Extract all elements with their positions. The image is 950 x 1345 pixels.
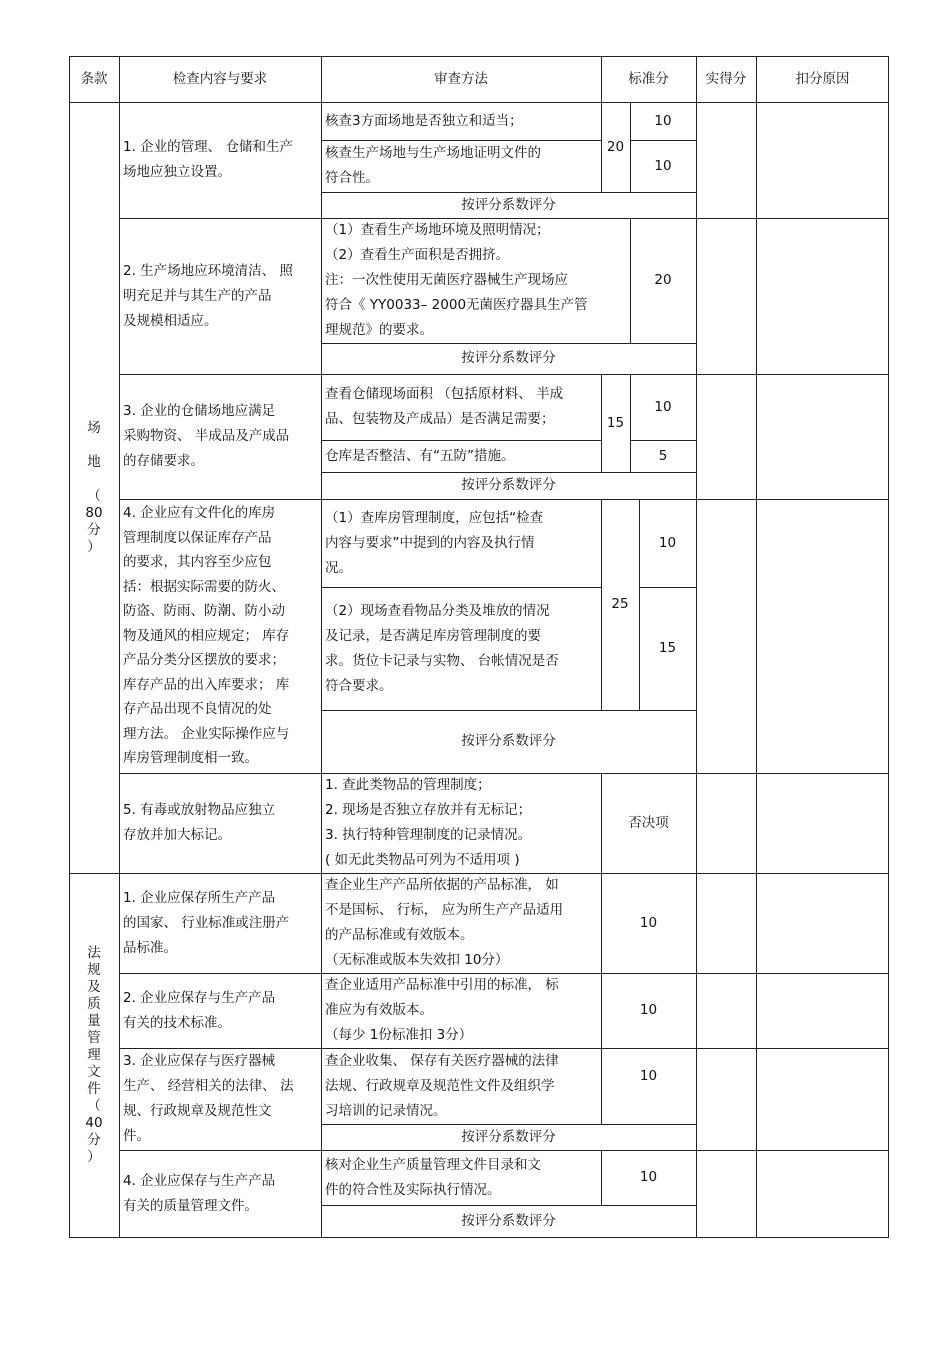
site-item3-note: 按评分系数评分 xyxy=(461,477,556,493)
rule xyxy=(321,587,601,588)
site-item5-score: 否决项 xyxy=(628,814,669,831)
site-item1-method-b: 核查生产场地与生产场地证明文件的 符合性。 xyxy=(325,145,541,186)
rule xyxy=(630,440,696,441)
site-item4-score-b: 15 xyxy=(658,640,677,656)
section-title-site: 场 地 （ 80 分 ） xyxy=(85,419,103,555)
rule xyxy=(119,56,120,1238)
rule xyxy=(69,56,889,57)
section-title-regulations: 法 规 及 质 量 管 理 文 件 （ 40 分 ） xyxy=(85,944,103,1165)
site-item4-subtotal: 25 xyxy=(611,596,629,612)
site-item4-method-b: （2）现场查看物品分类及堆放的情况 及记录，是否满足库房管理制度的要 求。货位卡记录与实物、 台帐情况是否 符合要求。 xyxy=(325,602,559,694)
reg-item4-score: 10 xyxy=(639,1169,658,1185)
site-item4-note: 按评分系数评分 xyxy=(461,733,556,749)
site-item3-method-b: 仓库是否整洁、有“五防”措施。 xyxy=(325,447,515,464)
rule xyxy=(119,499,889,500)
header-reason: 扣分原因 xyxy=(795,70,850,87)
reg-item2-method: 查企业适用产品标准中引用的标准， 标 准应为有效版本。 （每少 1份标准扣 3分） xyxy=(325,977,559,1043)
site-item1-score-b: 10 xyxy=(654,157,672,174)
rule xyxy=(69,102,889,103)
site-item2-requirement: 2. 生产场地应环境清洁、 照 明充足并与其生产的产品 及规模相适应。 xyxy=(123,262,293,329)
rule xyxy=(756,56,757,1238)
rule xyxy=(601,499,602,710)
rule xyxy=(321,1124,696,1125)
rule xyxy=(321,710,696,711)
reg-item4-method: 核对企业生产质量管理文件目录和文 件的符合性及实际执行情况。 xyxy=(325,1156,541,1198)
rule xyxy=(639,587,696,588)
reg-item3-requirement: 3. 企业应保存与医疗器械 生产、 经营相关的法律、 法 规、行政规章及规范性文 件。 xyxy=(123,1053,294,1144)
rule xyxy=(601,773,602,1124)
rule xyxy=(321,472,696,473)
site-item3-subtotal: 15 xyxy=(606,414,625,431)
site-item5-requirement: 5. 有毒或放射物品应独立 存放并加大标记。 xyxy=(123,802,276,843)
site-item3-score-a: 10 xyxy=(654,398,672,415)
reg-item1-requirement: 1. 企业应保存所生产产品 的国家、 行业标准或注册产 品标准。 xyxy=(123,889,290,956)
site-item4-score-a: 10 xyxy=(658,534,677,551)
rule xyxy=(321,343,696,344)
rule xyxy=(321,192,696,193)
header-actual: 实得分 xyxy=(705,70,747,87)
reg-item4-note: 按评分系数评分 xyxy=(461,1212,556,1229)
site-item5-method: 1. 查此类物品的管理制度； 2. 现场是否独立存放并有无标记； 3. 执行特种管理制度的记录情况。 ( 如无此类物品可列为不适用项 ) xyxy=(325,777,532,868)
reg-item3-score: 10 xyxy=(639,1067,658,1084)
reg-item4-requirement: 4. 企业应保存与生产产品 有关的质量管理文件。 xyxy=(123,1172,276,1214)
reg-item2-requirement: 2. 企业应保存与生产产品 有关的技术标准。 xyxy=(123,989,276,1031)
rule xyxy=(119,1048,889,1049)
header-method: 审查方法 xyxy=(434,70,488,87)
site-item3-method-a: 查看仓储现场面积 （包括原材料、 半成 品、包装物及产成品）是否满足需要； xyxy=(325,386,564,427)
site-item1-note: 按评分系数评分 xyxy=(461,196,556,213)
site-item3-requirement: 3. 企业的仓储场地应满足 采购物资、 半成品及产成品 的存储要求。 xyxy=(123,403,290,469)
reg-item1-score: 10 xyxy=(639,914,658,931)
rule xyxy=(601,374,602,472)
site-item3-score-b: 5 xyxy=(658,447,668,464)
site-item2-method: （1）查看生产场地环境及照明情况； （2）查看生产面积是否拥挤。 注：一次性使用无菌医疗器械生产现场应 符合《 YY0033– 2000无菌医疗器具生产管 理规范》的要求。 xyxy=(325,222,588,338)
site-item1-score-a: 10 xyxy=(654,112,672,129)
site-item2-note: 按评分系数评分 xyxy=(461,350,556,366)
rule xyxy=(630,218,631,343)
rule xyxy=(630,102,631,192)
header-content: 检查内容与要求 xyxy=(172,70,268,87)
rule xyxy=(696,56,697,1238)
rule xyxy=(321,56,322,1238)
rule xyxy=(888,56,889,1238)
rule xyxy=(69,56,70,1238)
rule xyxy=(601,102,602,192)
rule xyxy=(119,218,889,219)
rule xyxy=(601,1150,602,1205)
rule xyxy=(69,1237,889,1238)
rule xyxy=(119,773,889,774)
header-clause: 条款 xyxy=(80,70,108,87)
header-standard: 标准分 xyxy=(628,70,669,87)
site-item4-requirement: 4. 企业应有文件化的库房 管理制度以保证库存产品 的要求，其内容至少应包 括：根据实际需要的防火、 防盗、防雨、防潮、防小动 物及通风的相应规定； 库存 产品分类分区摆放的要求； 库存产品的出入库要求； 库 存产品出现不良情况的处 理方法。 企业实际操作应与 库房管理制度相一致。 xyxy=(123,505,290,767)
rule xyxy=(321,140,601,141)
site-item4-method-a: （1）查库房管理制度，应包括“检查 内容与要求”中提到的内容及执行情 况。 xyxy=(325,509,544,576)
rule xyxy=(69,873,889,874)
site-item1-subtotal: 20 xyxy=(606,138,625,155)
rule xyxy=(601,56,602,103)
reg-item2-score: 10 xyxy=(639,1002,658,1018)
reg-item3-note: 按评分系数评分 xyxy=(461,1128,556,1145)
reg-item3-method: 查企业收集、 保存有关医疗器械的法律 法规、行政规章及规范性文件及组织学 习培训的记录情况。 xyxy=(325,1052,559,1119)
rule xyxy=(639,499,640,710)
site-item1-method-a: 核查3方面场地是否独立和适当； xyxy=(325,112,523,129)
reg-item1-method: 查企业生产产品所依据的产品标准， 如 不是国标、 行标， 应为所生产产品适用 的产品标准或有效版本。 （无标准或版本失效扣 10分） xyxy=(325,877,564,968)
rule xyxy=(119,1150,889,1151)
site-item1-requirement: 1. 企业的管理、 仓储和生产 场地应独立设置。 xyxy=(123,139,293,180)
rule xyxy=(119,973,889,974)
rule xyxy=(321,1205,696,1206)
rule xyxy=(630,374,631,472)
rule xyxy=(119,374,889,375)
rule xyxy=(321,440,601,441)
site-item2-score: 20 xyxy=(654,272,672,288)
rule xyxy=(630,140,696,141)
